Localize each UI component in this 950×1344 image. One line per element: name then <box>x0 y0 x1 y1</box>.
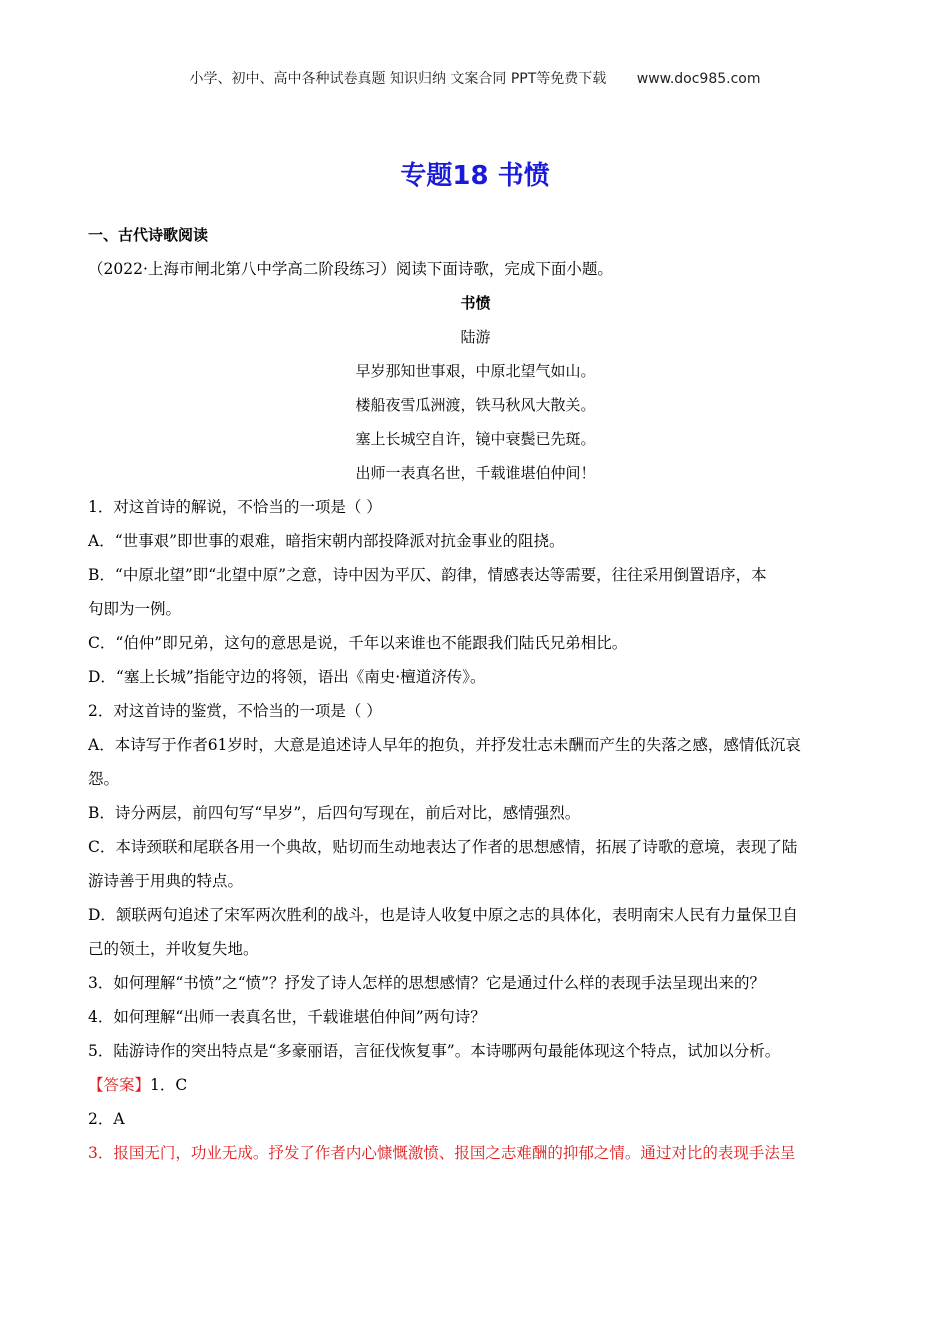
question-2-option-b: B．诗分两层，前四句写“早岁”，后四句写现在，前后对比，感情强烈。 <box>88 804 581 822</box>
poem-line: 出师一表真名世，千载谁堪伯仲间！ <box>355 464 596 482</box>
question-3: 3．如何理解“书愤”之“愤”？抒发了诗人怎样的思想感情？它是通过什么样的表现手法呈现出来的？ <box>88 974 766 992</box>
question-5: 5．陆游诗作的突出特点是“多豪丽语，言征伐恢复事”。本诗哪两句最能体现这个特点，试加以分析。 <box>88 1042 781 1060</box>
question-2-option-d-cont: 己的领土，并收复失地。 <box>88 940 259 958</box>
answer-label: 【答案】 <box>88 1076 151 1094</box>
header-text: 小学、初中、高中各种试卷真题 知识归纳 文案合同 PPT等免费下载 <box>189 71 607 87</box>
poem-line: 楼船夜雪瓜洲渡，铁马秋风大散关。 <box>355 396 596 414</box>
header-site-link[interactable]: www.doc985.com <box>636 71 761 87</box>
page-title: 专题18 书愤 <box>400 161 550 191</box>
answer-2: 2．A <box>88 1110 125 1128</box>
poem-line: 塞上长城空自许，镜中衰鬓已先斑。 <box>355 430 596 448</box>
answer-3: 3．报国无门，功业无成。抒发了作者内心慷慨激愤、报国之志难酬的抑郁之情。通过对比的表现手法呈 <box>88 1144 796 1162</box>
question-1-option-b: B．“中原北望”即“北望中原”之意，诗中因为平仄、韵律，情感表达等需要，往往采用倒置语序，本 <box>88 566 767 584</box>
question-1-option-c: C．“伯仲”即兄弟，这句的意思是说，千年以来谁也不能跟我们陆氏兄弟相比。 <box>88 634 628 652</box>
question-2-option-a: A．本诗写于作者61岁时，大意是追述诗人早年的抱负，并抒发壮志未酬而产生的失落之感，感情低沉哀 <box>88 736 801 754</box>
question-1-option-d: D．“塞上长城”指能守边的将领，语出《南史·檀道济传》。 <box>88 668 486 686</box>
question-2-option-c: C．本诗颈联和尾联各用一个典故，贴切而生动地表达了作者的思想感情，拓展了诗歌的意境，表现了陆 <box>88 838 798 856</box>
question-source: （2022·上海市闸北第八中学高二阶段练习）阅读下面诗歌，完成下面小题。 <box>88 260 613 278</box>
poem <box>88 286 863 490</box>
document-body <box>88 218 863 1170</box>
question-1-stem: 1．对这首诗的解说，不恰当的一项是（ ） <box>88 498 382 516</box>
poem-author: 陆游 <box>460 328 491 346</box>
question-2-stem: 2．对这首诗的鉴赏，不恰当的一项是（ ） <box>88 702 382 720</box>
question-1-option-b-cont: 句即为一例。 <box>88 600 182 618</box>
poem-title: 书愤 <box>460 294 491 312</box>
poem-line: 早岁那知世事艰，中原北望气如山。 <box>355 362 596 380</box>
question-2-option-c-cont: 游诗善于用典的特点。 <box>88 872 244 890</box>
page-header <box>0 68 950 88</box>
question-1-option-a: A．“世事艰”即世事的艰难，暗指宋朝内部投降派对抗金事业的阻挠。 <box>88 532 565 550</box>
answer-1-text: 1．C <box>150 1076 188 1094</box>
question-4: 4．如何理解“出师一表真名世，千载谁堪伯仲间”两句诗？ <box>88 1008 486 1026</box>
section-heading: 一、古代诗歌阅读 <box>88 226 209 244</box>
answer-1 <box>88 1068 863 1102</box>
question-2-option-d: D．颔联两句追述了宋军两次胜利的战斗，也是诗人收复中原之志的具体化，表明南宋人民有力量保卫自 <box>88 906 798 924</box>
question-2-option-a-cont: 怨。 <box>88 770 120 788</box>
